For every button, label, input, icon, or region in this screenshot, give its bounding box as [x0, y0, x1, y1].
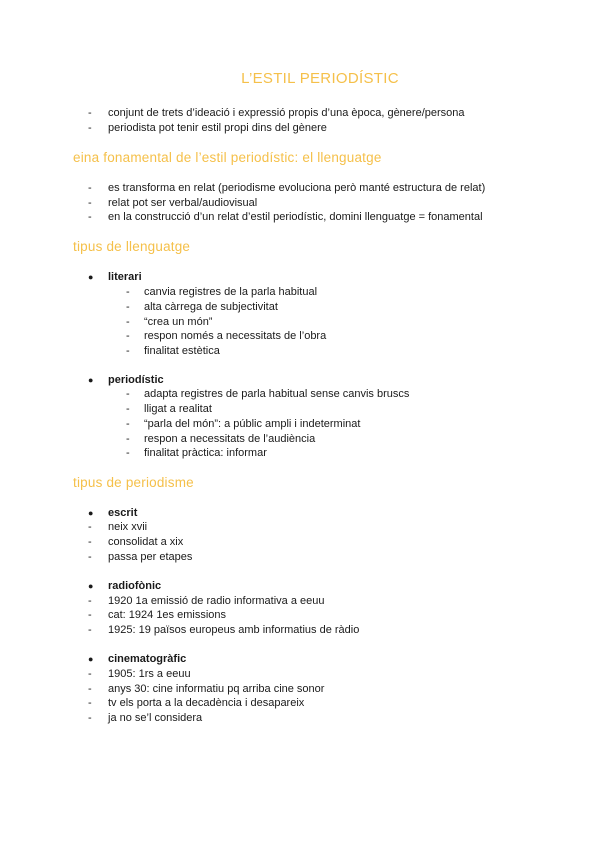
list-item-text: tv els porta a la decadència i desapareix: [108, 697, 305, 709]
list-item-text: adapta registres de parla habitual sense canvis bruscs: [144, 388, 410, 400]
list-item-text: relat pot ser verbal/audiovisual: [108, 197, 258, 209]
dash-bullet: -: [88, 624, 92, 636]
dash-bullet: -: [88, 211, 92, 223]
group-label: literari: [108, 271, 142, 283]
section-heading: tipus de periodisme: [73, 475, 194, 490]
dash-bullet: -: [126, 286, 130, 298]
section-heading: eina fonamental de l’estil periodístic: el llenguatge: [73, 150, 382, 165]
list-item-text: conjunt de trets d’ideació i expressió propis d’una època, gènere/persona: [108, 107, 465, 119]
list-item-text: respon a necessitats de l’audiència: [144, 433, 316, 445]
dash-bullet: -: [88, 551, 92, 563]
dash-bullet: -: [88, 697, 92, 709]
page-title: L’ESTIL PERIODÍSTIC: [241, 70, 399, 87]
dash-bullet: -: [88, 521, 92, 533]
bullet-icon: ●: [88, 654, 94, 664]
list-item-text: canvia registres de la parla habitual: [144, 286, 318, 298]
list-item-text: passa per etapes: [108, 551, 193, 563]
list-item-text: finalitat pràctica: informar: [144, 447, 267, 459]
list-item-text: anys 30: cine informatiu pq arriba cine sonor: [108, 683, 325, 695]
list-item-text: cat: 1924 1es emissions: [108, 609, 227, 621]
dash-bullet: -: [126, 345, 130, 357]
bullet-icon: ●: [88, 508, 94, 518]
list-item-text: en la construcció d’un relat d’estil periodístic, domini llenguatge = fonamental: [108, 211, 483, 223]
group-label: periodístic: [108, 374, 164, 386]
dash-bullet: -: [88, 197, 92, 209]
group-label: cinematogràfic: [108, 653, 187, 665]
list-item-text: ja no se’l considera: [108, 712, 203, 724]
dash-bullet: -: [88, 609, 92, 621]
group-label: radiofònic: [108, 580, 162, 592]
list-item-text: consolidat a xix: [108, 536, 184, 548]
dash-bullet: -: [88, 683, 92, 695]
bullet-icon: ●: [88, 581, 94, 591]
dash-bullet: -: [88, 182, 92, 194]
dash-bullet: -: [126, 447, 130, 459]
list-item-text: 1925: 19 països europeus amb informatius de ràdio: [108, 624, 360, 636]
list-item-text: es transforma en relat (periodisme evoluciona però manté estructura de relat): [108, 182, 486, 194]
list-item-text: 1920 1a emissió de radio informativa a eeuu: [108, 595, 325, 607]
list-item-text: finalitat estètica: [144, 345, 220, 357]
dash-bullet: -: [88, 107, 92, 119]
list-item-text: “parla del món”: a públic ampli i indeterminat: [144, 418, 361, 430]
dash-bullet: -: [88, 122, 92, 134]
dash-bullet: -: [126, 433, 130, 445]
list-item-text: 1905: 1rs a eeuu: [108, 668, 191, 680]
dash-bullet: -: [126, 330, 130, 342]
group-label: escrit: [108, 507, 138, 519]
dash-bullet: -: [126, 301, 130, 313]
dash-bullet: -: [126, 388, 130, 400]
list-item-text: “crea un món”: [144, 316, 213, 328]
dash-bullet: -: [126, 403, 130, 415]
list-item-text: respon només a necessitats de l’obra: [144, 330, 327, 342]
dash-bullet: -: [88, 536, 92, 548]
list-item-text: lligat a realitat: [144, 403, 212, 415]
dash-bullet: -: [126, 316, 130, 328]
section-heading: tipus de llenguatge: [73, 239, 191, 254]
dash-bullet: -: [88, 668, 92, 680]
dash-bullet: -: [88, 712, 92, 724]
list-item-text: periodista pot tenir estil propi dins del gènere: [108, 122, 327, 134]
bullet-icon: ●: [88, 375, 94, 385]
list-item-text: neix xvii: [108, 521, 148, 533]
list-item-text: alta càrrega de subjectivitat: [144, 301, 278, 313]
bullet-icon: ●: [88, 272, 94, 282]
dash-bullet: -: [126, 418, 130, 430]
dash-bullet: -: [88, 595, 92, 607]
